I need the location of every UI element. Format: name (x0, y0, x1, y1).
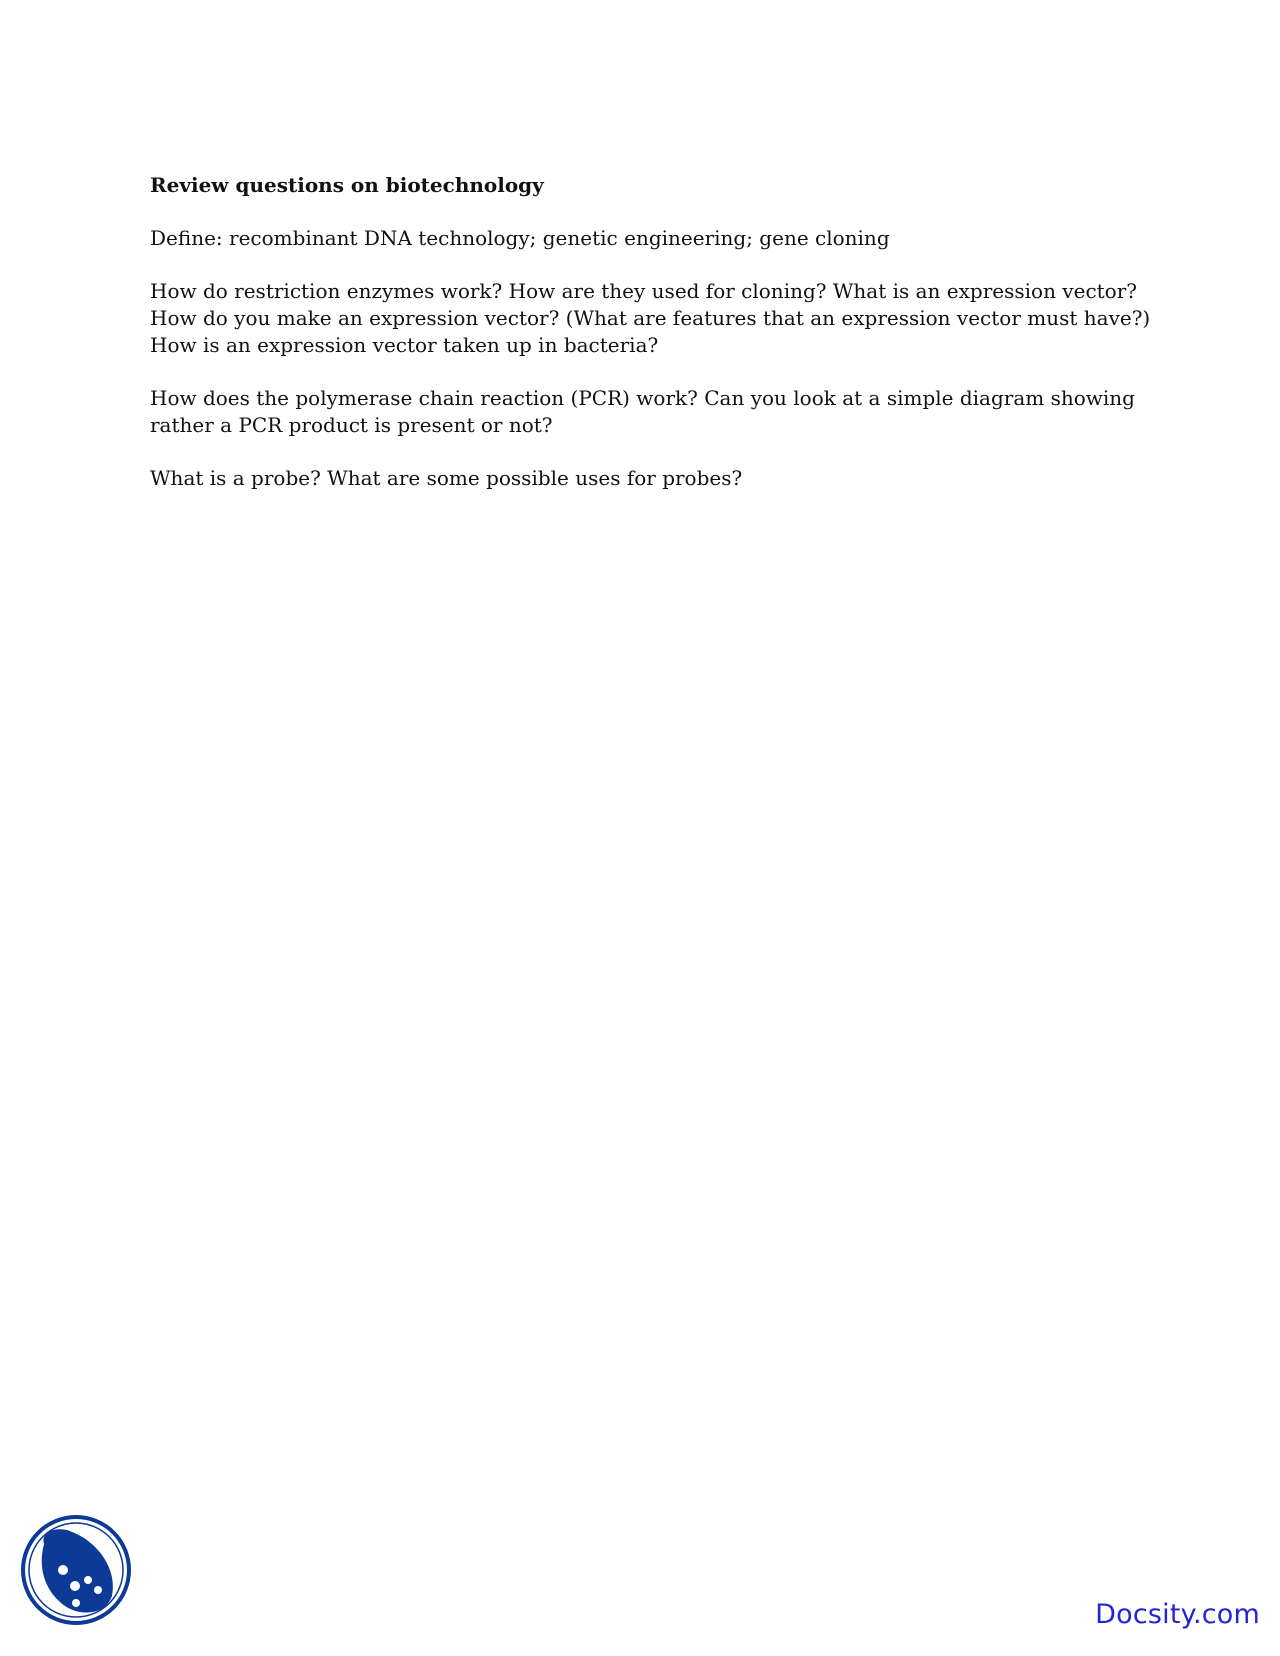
paragraph-pcr (150, 385, 1160, 439)
paragraph-definitions (150, 225, 1160, 252)
paragraph-line: How does the polymerase chain reaction (PCR) work? Can you look at a simple diagram showing (150, 386, 1135, 410)
document-title: Review questions on biotechnology (150, 173, 544, 197)
document-body (150, 172, 1160, 518)
paragraph-line: Define: recombinant DNA technology; genetic engineering; gene cloning (150, 226, 890, 250)
paragraph-line: rather a PCR product is present or not? (150, 413, 553, 437)
paragraph-line: What is a probe? What are some possible uses for probes? (150, 466, 743, 490)
docsity-logo-icon[interactable] (20, 1514, 132, 1626)
paragraph-probes (150, 465, 1160, 492)
paragraph-line: How do restriction enzymes work? How are they used for cloning? What is an expression vector? (150, 279, 1138, 303)
paragraph-line: How is an expression vector taken up in bacteria? (150, 333, 659, 357)
paragraph-restriction-enzymes (150, 278, 1160, 359)
docsity-brand-text[interactable]: Docsity.com (1095, 1599, 1260, 1630)
paragraph-line: How do you make an expression vector? (What are features that an expression vector must have?) (150, 306, 1151, 330)
